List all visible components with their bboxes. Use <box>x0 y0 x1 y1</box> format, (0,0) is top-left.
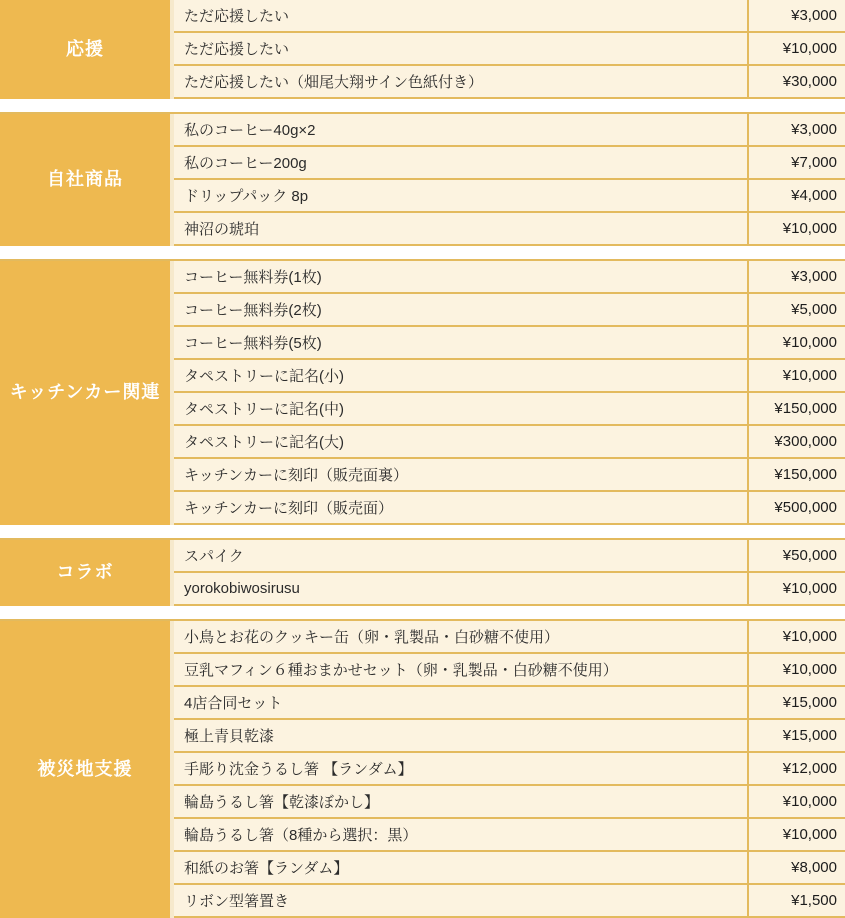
price-cell: ¥3,000 <box>747 114 845 145</box>
category-cell <box>0 621 174 918</box>
item-name-cell: 神沼の琥珀 <box>174 213 747 244</box>
table-row <box>174 654 845 687</box>
item-name-cell: 輪島うるし箸【乾漆ぼかし】 <box>174 786 747 817</box>
item-name-cell: ただ応援したい <box>174 33 747 64</box>
item-name-cell: 4店合同セット <box>174 687 747 718</box>
table-row <box>174 753 845 786</box>
price-cell: ¥3,000 <box>747 261 845 292</box>
price-cell: ¥10,000 <box>747 33 845 64</box>
price-cell: ¥5,000 <box>747 294 845 325</box>
table-row <box>174 720 845 753</box>
price-cell: ¥7,000 <box>747 147 845 178</box>
category-label: キッチンカー関連 <box>9 382 161 403</box>
item-name-cell: 小鳥とお花のクッキー缶（卵・乳製品・白砂糖不使用） <box>174 621 747 652</box>
table-row <box>174 540 845 573</box>
table-row <box>174 426 845 459</box>
table-row <box>174 327 845 360</box>
item-name-cell: ただ応援したい（畑尾大翔サイン色紙付き） <box>174 66 747 97</box>
item-name-cell: キッチンカーに刻印（販売面裏） <box>174 459 747 490</box>
table-row <box>174 492 845 525</box>
price-cell: ¥3,000 <box>747 0 845 31</box>
category-label: コラボ <box>56 562 114 583</box>
price-cell: ¥300,000 <box>747 426 845 457</box>
table-row <box>174 819 845 852</box>
price-cell: ¥10,000 <box>747 654 845 685</box>
price-cell: ¥50,000 <box>747 540 845 571</box>
item-name-cell: 私のコーヒー40g×2 <box>174 114 747 145</box>
price-cell: ¥10,000 <box>747 621 845 652</box>
price-cell: ¥150,000 <box>747 393 845 424</box>
price-cell: ¥10,000 <box>747 819 845 850</box>
item-name-cell: 輪島うるし箸（8種から選択：黒） <box>174 819 747 850</box>
price-cell: ¥10,000 <box>747 360 845 391</box>
price-cell: ¥10,000 <box>747 573 845 604</box>
item-name-cell: 極上青貝乾漆 <box>174 720 747 751</box>
item-name-cell: タペストリーに記名(小) <box>174 360 747 391</box>
item-name-cell: yorokobiwosirusu <box>174 573 747 604</box>
item-name-cell: 私のコーヒー200g <box>174 147 747 178</box>
price-cell: ¥10,000 <box>747 327 845 358</box>
reward-section <box>0 538 845 606</box>
item-name-cell: ただ応援したい <box>174 0 747 31</box>
price-cell: ¥15,000 <box>747 720 845 751</box>
category-label: 応援 <box>66 38 104 59</box>
section-rows <box>174 540 845 606</box>
item-name-cell: 豆乳マフィン６種おまかせセット（卵・乳製品・白砂糖不使用） <box>174 654 747 685</box>
item-name-cell: タペストリーに記名(中) <box>174 393 747 424</box>
item-name-cell: 和紙のお箸【ランダム】 <box>174 852 747 883</box>
price-cell: ¥500,000 <box>747 492 845 523</box>
item-name-cell: タペストリーに記名(大) <box>174 426 747 457</box>
section-rows <box>174 621 845 918</box>
item-name-cell: スパイク <box>174 540 747 571</box>
table-row <box>174 147 845 180</box>
table-row <box>174 294 845 327</box>
price-cell: ¥10,000 <box>747 213 845 244</box>
table-row <box>174 786 845 819</box>
table-row <box>174 33 845 66</box>
table-row <box>174 393 845 426</box>
price-cell: ¥150,000 <box>747 459 845 490</box>
table-row <box>174 852 845 885</box>
reward-section <box>0 259 845 525</box>
reward-section <box>0 619 845 918</box>
price-cell: ¥1,500 <box>747 885 845 916</box>
table-row <box>174 114 845 147</box>
price-cell: ¥12,000 <box>747 753 845 784</box>
category-cell <box>0 0 174 99</box>
price-cell: ¥4,000 <box>747 180 845 211</box>
item-name-cell: コーヒー無料券(2枚) <box>174 294 747 325</box>
section-rows <box>174 0 845 99</box>
item-name-cell: コーヒー無料券(5枚) <box>174 327 747 358</box>
section-rows <box>174 114 845 246</box>
price-cell: ¥30,000 <box>747 66 845 97</box>
table-row <box>174 459 845 492</box>
table-row <box>174 0 845 33</box>
item-name-cell: コーヒー無料券(1枚) <box>174 261 747 292</box>
item-name-cell: ドリップパック 8p <box>174 180 747 211</box>
table-row <box>174 66 845 99</box>
table-row <box>174 621 845 654</box>
category-cell <box>0 114 174 246</box>
table-row <box>174 885 845 918</box>
table-row <box>174 573 845 606</box>
item-name-cell: キッチンカーに刻印（販売面） <box>174 492 747 523</box>
category-label: 自社商品 <box>47 169 123 190</box>
table-row <box>174 261 845 294</box>
category-cell <box>0 261 174 525</box>
price-cell: ¥10,000 <box>747 786 845 817</box>
reward-section <box>0 112 845 246</box>
price-cell: ¥8,000 <box>747 852 845 883</box>
table-row <box>174 687 845 720</box>
item-name-cell: 手彫り沈金うるし箸 【ランダム】 <box>174 753 747 784</box>
category-label: 被災地支援 <box>37 758 133 779</box>
table-row <box>174 180 845 213</box>
price-cell: ¥15,000 <box>747 687 845 718</box>
table-row <box>174 360 845 393</box>
table-row <box>174 213 845 246</box>
item-name-cell: リボン型箸置き <box>174 885 747 916</box>
section-rows <box>174 261 845 525</box>
category-cell <box>0 540 174 606</box>
reward-section <box>0 0 845 99</box>
